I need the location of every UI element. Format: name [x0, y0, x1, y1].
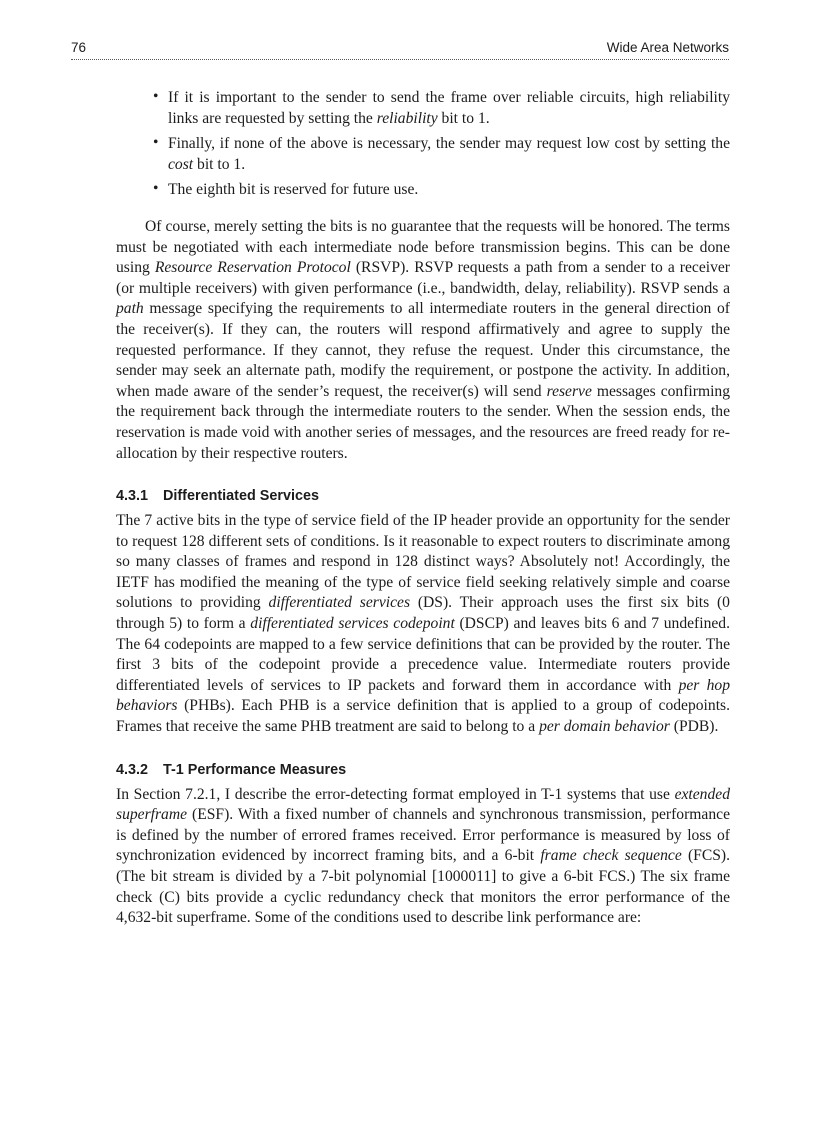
bullet-icon: • [153, 180, 159, 198]
bullet-icon: • [153, 134, 159, 152]
running-header [71, 40, 729, 60]
bullet-icon: • [153, 88, 159, 105]
page-number: 76 [71, 40, 87, 55]
differentiated-services-paragraph: The 7 active bits in the type of service field of the IP header provide an opportunity for the sender to request 128 different sets of conditions. Is it reasonable to expect routers to discriminate among so many classes of frames and respond in 128 distinct ways? Absolutely not! Accordingly, the IETF has modified the meaning of the type of service field seeking relatively simple and coarse solutions to providing differentiated services (DS). Their approach uses the first six bits (0 through 5) to form a differentiated services codepoint (DSCP) and leaves bits 6 and 7 undefined. The 64 codepoints are mapped to a few service definitions that can be provided by the router. The first 3 bits of the codepoint provide a precedence value. Intermediate routers provide differentiated levels of services to IP packets and forward them in accordance with per hop behaviors (PHBs). Each PHB is a service definition that is applied to a group of codepoints. Frames that receive the same PHB treatment are said to belong to a per domain behavior (PDB). [116, 512, 731, 736]
section-number: 4.3.2 [116, 761, 149, 778]
section-title: Differentiated Services [163, 488, 319, 505]
section-number: 4.3.1 [116, 488, 149, 505]
rsvp-paragraph: Of course, merely setting the bits is no guarantee that the requests will be honored. The terms must be negotiated with each intermediate node before transmission begins. This can be done using Resource Reservation Protocol (RSVP). RSVP requests a path from a sender to a receiver (or multiple receivers) with given performance (i.e., bandwidth, delay, reliability). RSVP sends a path message specifying the requirements to all intermediate routers in the general direction of the receiver(s). If they can, the routers will respond affirmatively and agree to supply the requested performance. If they cannot, they refuse the request. Under this circumstance, the sender may seek an alternate path, modify the requirement, or postpone the activity. In addition, when made aware of the sender’s request, the receiver(s) will send reserve messages confirming the requirement back through the intermediate routers to the sender. When the session ends, the reservation is made void with another series of messages, and the resources are freed ready for re-allocation by their respective routers. [116, 217, 731, 462]
list-item: • If it is important to the sender to send the frame over reliable circuits, high reliability links are requested by setting the reliability bit to 1. [153, 88, 730, 127]
body-text [116, 88, 730, 929]
header-divider [71, 59, 729, 60]
section-heading-t1-performance [116, 760, 730, 780]
section-title: T-1 Performance Measures [163, 761, 347, 778]
running-title: Wide Area Networks [606, 40, 729, 55]
list-item: • The eighth bit is reserved for future use. [153, 180, 419, 199]
t1-performance-paragraph: In Section 7.2.1, I describe the error-detecting format employed in T-1 systems that use extended superframe (ESF). With a fixed number of channels and synchronous transmission, performance is defined by the number of errored frames received. Error performance is measured by loss of synchronization evidenced by incorrect framing bits, and a 6-bit frame check sequence (FCS). (The bit stream is divided by a 7-bit polynomial [1000011] to give a 6-bit FCS.) The six frame check (C) bits provide a cyclic redundancy check that monitors the error performance of the 4,632-bit superframe. Some of the conditions used to describe link performance are: [116, 785, 730, 927]
bullet-list [116, 88, 730, 201]
list-item: • Finally, if none of the above is necessary, the sender may request low cost by setting the cost bit to 1. [153, 134, 730, 173]
section-heading-differentiated-services [116, 486, 730, 506]
